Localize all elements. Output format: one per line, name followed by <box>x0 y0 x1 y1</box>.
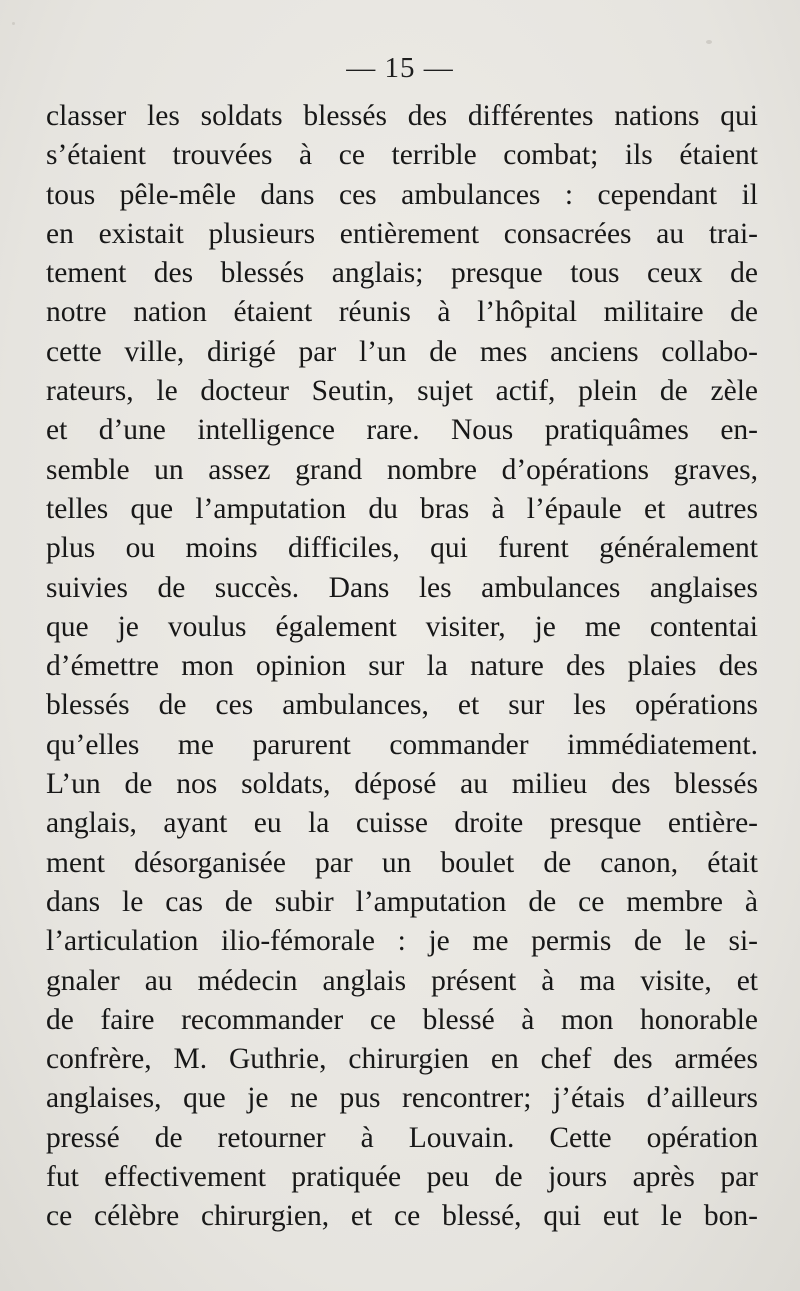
text-line: ment désorganisée par un boulet de canon, était <box>46 846 758 879</box>
text-line: plus ou moins difficiles, qui furent généralement <box>46 532 758 565</box>
text-line: fut effectivement pratiquée peu de jours après par <box>46 1161 758 1194</box>
text-line: anglais, ayant eu la cuisse droite presque entière- <box>46 807 758 840</box>
text-line: s’étaient trouvées à ce terrible combat; ils étaient <box>46 139 758 172</box>
body-text <box>46 97 758 1237</box>
text-line: pressé de retourner à Louvain. Cette opération <box>46 1121 758 1154</box>
text-line: en existait plusieurs entièrement consacrées au trai- <box>46 217 758 250</box>
text-line: cette ville, dirigé par l’un de mes anciens collabo- <box>46 335 758 368</box>
text-line: blessés de ces ambulances, et sur les opérations <box>46 689 758 722</box>
text-line: L’un de nos soldats, déposé au milieu des blessés <box>46 768 758 801</box>
text-line: qu’elles me parurent commander immédiatement. <box>46 728 758 761</box>
text-line: confrère, M. Guthrie, chirurgien en chef des armées <box>46 1043 758 1076</box>
text-line: tement des blessés anglais; presque tous ceux de <box>46 257 758 290</box>
paper-speck <box>706 40 712 44</box>
text-line: telles que l’amputation du bras à l’épaule et autres <box>46 492 758 525</box>
text-line: tous pêle-mêle dans ces ambulances : cependant il <box>46 178 758 211</box>
text-line: rateurs, le docteur Seutin, sujet actif, plein de zèle <box>46 375 758 408</box>
text-line: de faire recommander ce blessé à mon honorable <box>46 1003 758 1036</box>
text-line: l’articulation ilio-fémorale : je me permis de le si- <box>46 925 758 958</box>
text-line: ce célèbre chirurgien, et ce blessé, qui eut le bon- <box>46 1200 758 1233</box>
text-line: semble un assez grand nombre d’opérations graves, <box>46 453 758 486</box>
text-line: que je voulus également visiter, je me contentai <box>46 610 758 643</box>
paper-speck <box>12 22 15 25</box>
text-line: dans le cas de subir l’amputation de ce membre à <box>46 885 758 918</box>
text-line: anglaises, que je ne pus rencontrer; j’étais d’ailleurs <box>46 1082 758 1115</box>
page-number: — 15 — <box>346 52 454 84</box>
text-line: classer les soldats blessés des différentes nations qui <box>46 100 758 132</box>
text-line: et d’une intelligence rare. Nous pratiquâmes en- <box>46 414 758 447</box>
text-line: d’émettre mon opinion sur la nature des plaies des <box>46 650 758 683</box>
text-line: suivies de succès. Dans les ambulances anglaises <box>46 571 758 604</box>
text-line: gnaler au médecin anglais présent à ma visite, et <box>46 964 758 997</box>
text-line: notre nation étaient réunis à l’hôpital militaire de <box>46 296 758 329</box>
